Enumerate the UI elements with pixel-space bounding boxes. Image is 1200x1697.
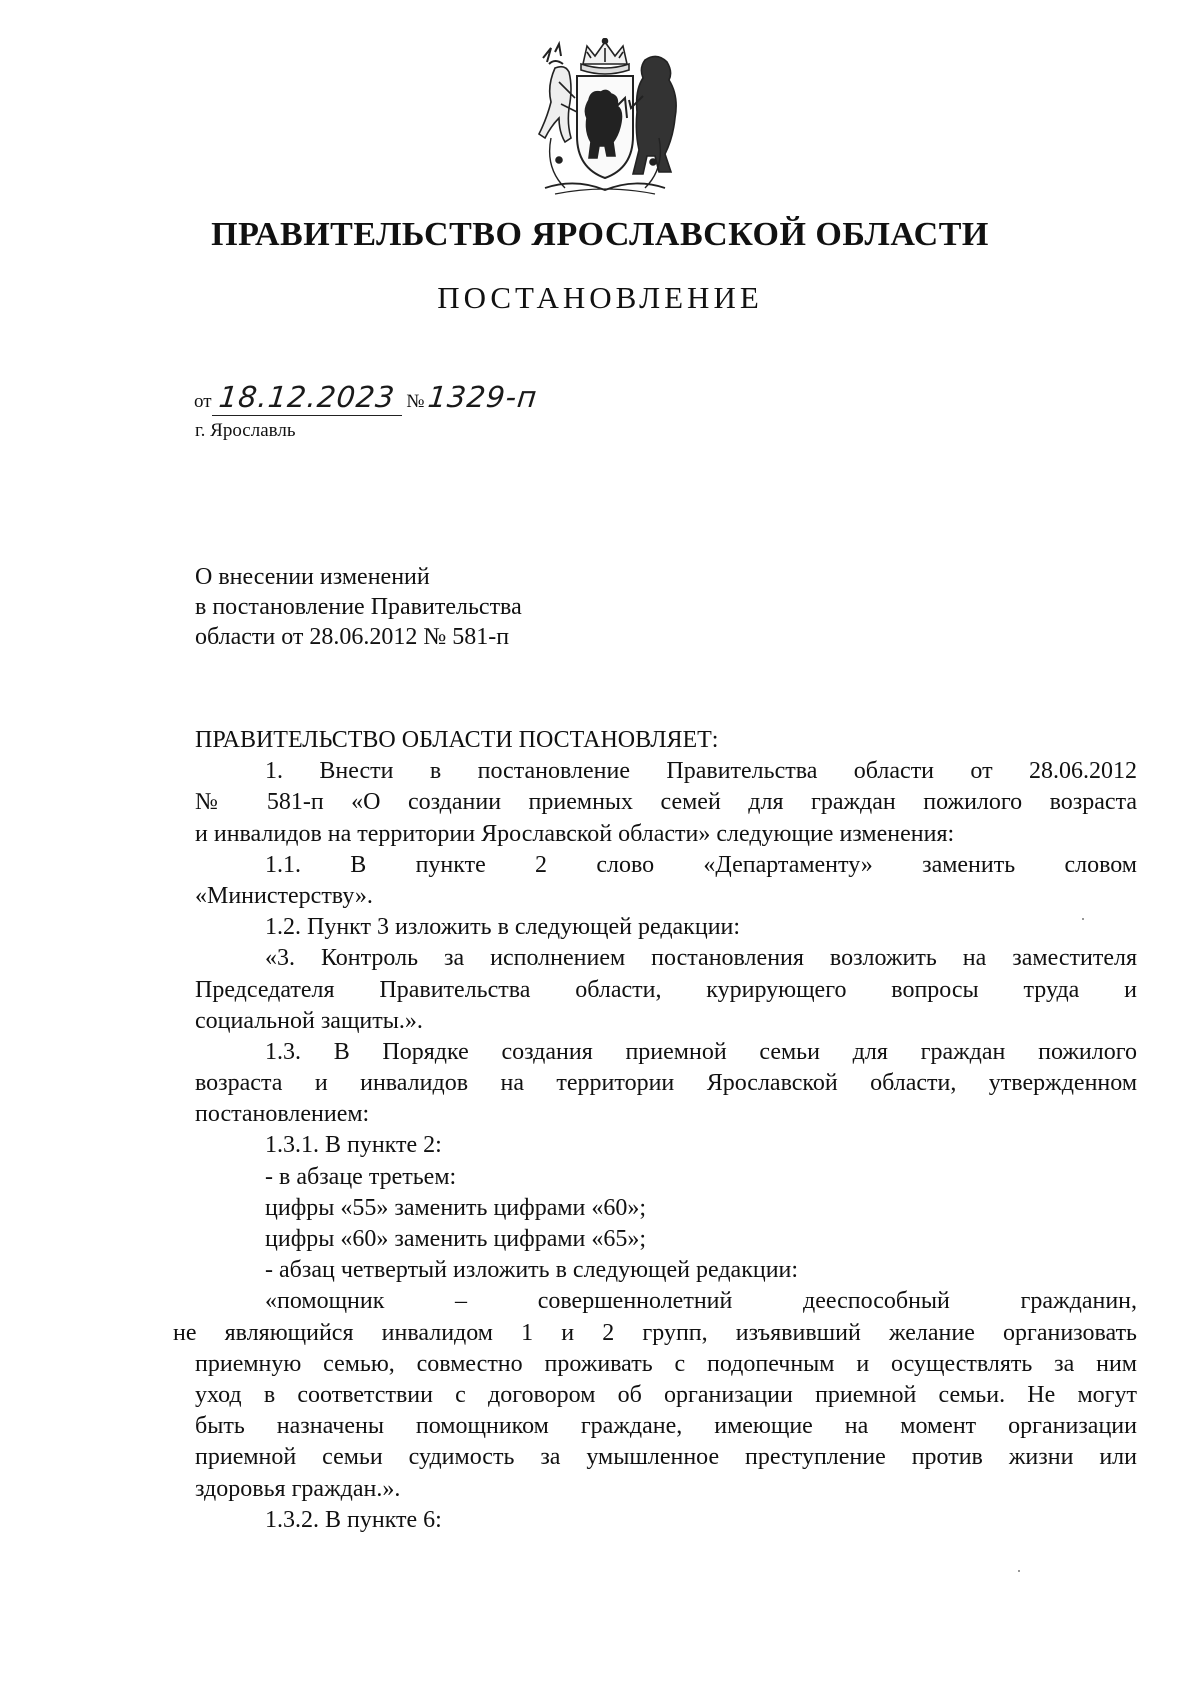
government-title: ПРАВИТЕЛЬСТВО ЯРОСЛАВСКОЙ ОБЛАСТИ	[211, 216, 989, 253]
body-line: № 581-п «О создании приемных семей для граждан пожилого возраста	[195, 789, 1137, 816]
coat-of-arms-emblem	[525, 38, 685, 206]
body-line: цифры «55» заменить цифрами «60»;	[265, 1194, 647, 1221]
body-line: «помощник – совершеннолетний дееспособный гражданин,	[265, 1288, 1137, 1315]
body-line: постановлением:	[195, 1101, 370, 1128]
body-line: приемную семью, совместно проживать с подопечным и осуществлять за ним	[195, 1350, 1137, 1377]
body-line: здоровья граждан.».	[195, 1475, 401, 1502]
body-line: цифры «60» заменить цифрами «65»;	[265, 1226, 647, 1252]
number-label: №	[406, 391, 425, 412]
date-number-line	[194, 380, 544, 416]
body-line: Председателя Правительства области, курирующего вопросы труда и	[195, 976, 1137, 1003]
scan-speck	[1082, 918, 1084, 920]
body-line: быть назначены помощником граждане, имеющие на момент организации	[195, 1413, 1137, 1440]
body-line: 1.3. В Порядке создания приемной семьи для граждан пожилого	[265, 1038, 1137, 1065]
number-field	[424, 380, 544, 415]
subject-line: О внесении изменений	[195, 564, 430, 590]
body-line: 1.3.1. В пункте 2:	[265, 1132, 442, 1159]
body-line: - в абзаце третьем:	[265, 1163, 457, 1190]
document-type: ПОСТАНОВЛЕНИЕ	[437, 280, 763, 315]
body-line: 1. Внести в постановление Правительства области от 28.06.2012	[265, 758, 1137, 785]
decree-heading: ПРАВИТЕЛЬСТВО ОБЛАСТИ ПОСТАНОВЛЯЕТ:	[195, 727, 719, 753]
body-line: возраста и инвалидов на территории Ярославской области, утвержденном	[195, 1070, 1137, 1097]
date-field	[212, 380, 402, 416]
subject-block	[195, 562, 522, 652]
decree-body	[173, 725, 1137, 1536]
body-line: и инвалидов на территории Ярославской области» следующие изменения:	[195, 820, 955, 847]
body-line: «3. Контроль за исполнением постановления возложить на заместителя	[265, 945, 1137, 972]
body-line: приемной семьи судимость за умышленное преступление против жизни или	[195, 1444, 1137, 1471]
body-line: 1.1. В пункте 2 слово «Департаменту» заменить словом	[265, 851, 1137, 878]
subject-line: в постановление Правительства	[195, 594, 522, 620]
body-line: уход в соответствии с договором об организации приемной семьи. Не могут	[195, 1381, 1137, 1408]
body-line: социальной защиты.».	[195, 1007, 423, 1034]
body-line: «Министерству».	[195, 882, 373, 909]
handwritten-number: 1329-п	[426, 380, 540, 414]
body-line: 1.3.2. В пункте 6:	[265, 1506, 442, 1533]
handwritten-date: 18.12.2023	[216, 380, 397, 414]
date-prefix-label: от	[194, 391, 212, 412]
subject-line: области от 28.06.2012 № 581-п	[195, 624, 510, 650]
body-line: - абзац четвертый изложить в следующей редакции:	[265, 1257, 799, 1284]
city-label: г. Ярославль	[195, 420, 296, 441]
body-line: 1.2. Пункт 3 изложить в следующей редакции:	[265, 914, 741, 941]
scan-speck	[1018, 1570, 1020, 1572]
body-line: не являющийся инвалидом 1 и 2 групп, изъявивший желание организовать	[173, 1319, 1137, 1346]
